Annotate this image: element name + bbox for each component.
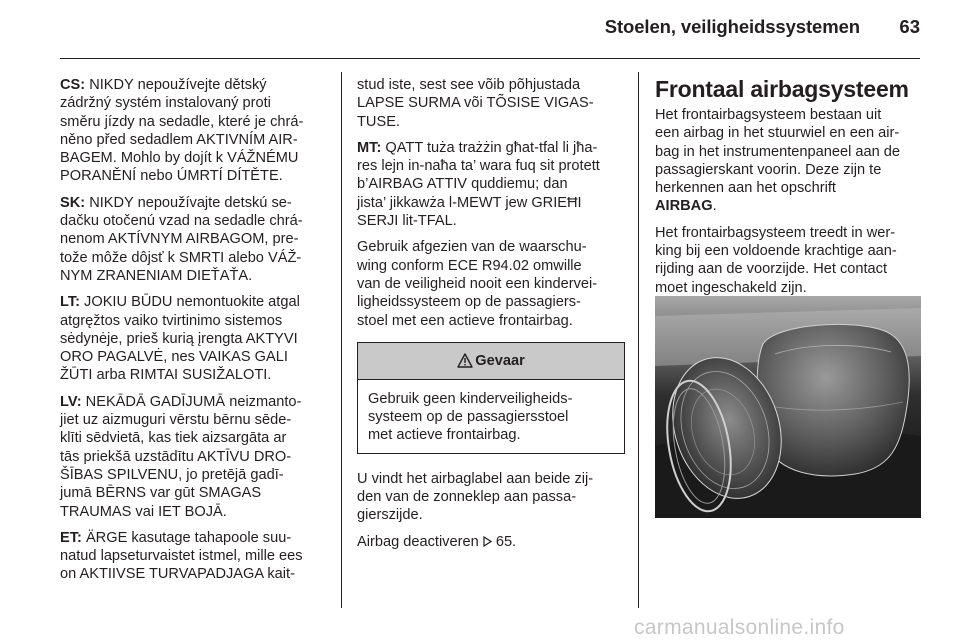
airbag-inscription: AIRBAG: [655, 198, 713, 215]
cross-reference[interactable]: [357, 533, 625, 551]
language-code: MT:: [357, 139, 382, 156]
middle-column: [357, 76, 625, 559]
paragraph-mt: [357, 139, 625, 230]
warning-header: [358, 343, 624, 380]
paragraph-text: QATT tuża trażżin għat-tfal li jħa- res lejn in-naħa ta’ wara fuq sit protett b’AIRBAG ATTIV quddiemu; dan jista’ jikkawża l-MEWT jew GRIEĦI SERJI lit-TFAL.: [357, 139, 600, 230]
page-header-title: Stoelen, veiligheidssystemen: [604, 16, 860, 37]
language-code: CS:: [60, 77, 86, 93]
paragraph-ece-note: Gebruik afgezien van de waarschu- wing conform ECE R94.02 omwille van de veiligheid nooit een kindervei- ligheidssysteem op de passagiers- stoel met een actieve frontairbag.: [357, 239, 598, 329]
paragraph-airbag-label: U vindt het airbaglabel aan beide zij- den van de zonneklep aan passa- gierszijde.: [357, 470, 594, 524]
paragraph-deployment: Het frontairbagsysteem treedt in wer- king bij een voldoende krachtige aan- rijding aan de voorzijde. Het contact moet ingeschakeld zijn.: [655, 224, 897, 296]
language-code: LT:: [60, 294, 80, 311]
paragraph-text: NIKDY nepoužívejte dětský zádržný systém instalovaný proti směru jízdy na sedadle, které je chrá- něno před sedadlem AKTIVNÍM AIR- BAGEM. Mohlo by dojít k VÁŽNÉMU PORANĚNÍ nebo ÚMRTÍ DÍTĚTE.: [60, 77, 304, 185]
cross-reference-page: 65.: [495, 533, 517, 550]
paragraph-text: NIKDY nepoužívajte detskú se- dačku otočenú vzad na sedadle chrá- nenom AKTÍVNYM AIRBAGOM, pre- tože môže dôjsť k SMRTI alebo VÁŽ- NYM ZRANENIAM DIEŤAŤA.: [60, 194, 303, 284]
warning-box: [357, 342, 625, 454]
warning-triangle-icon: [457, 353, 473, 368]
arrow-ref-icon: [483, 536, 492, 547]
language-code: LV:: [60, 393, 82, 410]
warning-title: Gevaar: [475, 352, 525, 369]
paragraph-et: [60, 529, 328, 584]
language-code: ET:: [60, 529, 82, 546]
cross-reference-text: Airbag deactiveren: [357, 533, 479, 550]
watermark: carmanualsonline.info: [634, 616, 845, 639]
section-title: Frontaal airbagsysteem: [655, 76, 909, 102]
column-divider-2: [638, 72, 639, 608]
left-column: [60, 76, 328, 592]
paragraph-sk: [60, 194, 328, 285]
paragraph-text: JOKIU BŪDU nemontuokite atgal atgręžtos vaiko tvirtinimo sistemos sėdynėje, prieš kurią įrengta AKTYVI ORO PAGALVĖ, nes VAIKAS GALI ŽŪTI arba RIMTAI SUSIŽALOTI.: [60, 294, 300, 384]
paragraph-lt: [60, 293, 328, 384]
paragraph-text: NEKĀDĀ GADĪJUMĀ neizmanto- jiet uz aizmuguri vērstu bērnu sēde- klīti sēdvietā, kas tiek aizsargāta ar tās priekšā uzstādītu AKTĪVU DRO- ŠĪBAS SPILVENU, jo pretējā gadī- jumā BĒRNS var gūt SMAGAS TRAUMAS vai IET BOJĀ.: [60, 393, 302, 520]
paragraph-text: ÄRGE kasutage tahapoole suu- natud lapseturvaistet istmel, mille ees on AKTIIVSE TURVAPADJAGA kait-: [60, 529, 303, 583]
paragraph-cs: [60, 76, 328, 186]
paragraph-intro: [655, 106, 923, 216]
airbag-illustration: [655, 296, 921, 518]
paragraph-lv: [60, 393, 328, 521]
warning-text: Gebruik geen kinderveiligheids- systeem op de passagiersstoel met actieve frontairbag.: [368, 390, 573, 444]
paragraph-end: .: [712, 198, 717, 215]
paragraph-et-continued: stud iste, sest see võib põhjustada LAPSE SURMA või TÕSISE VIGAS- TUSE.: [357, 77, 594, 130]
header-rule: [60, 58, 920, 59]
right-column: [655, 76, 923, 305]
language-code: SK:: [60, 194, 86, 211]
column-divider-1: [341, 72, 342, 608]
page-number: 63: [899, 16, 920, 37]
paragraph-text: Het frontairbagsysteem bestaan uit een airbag in het stuurwiel en een air- bag in het instrumentenpaneel aan de passagierskant voorin. Deze zijn te herkennen aan het opschrift: [655, 107, 901, 197]
